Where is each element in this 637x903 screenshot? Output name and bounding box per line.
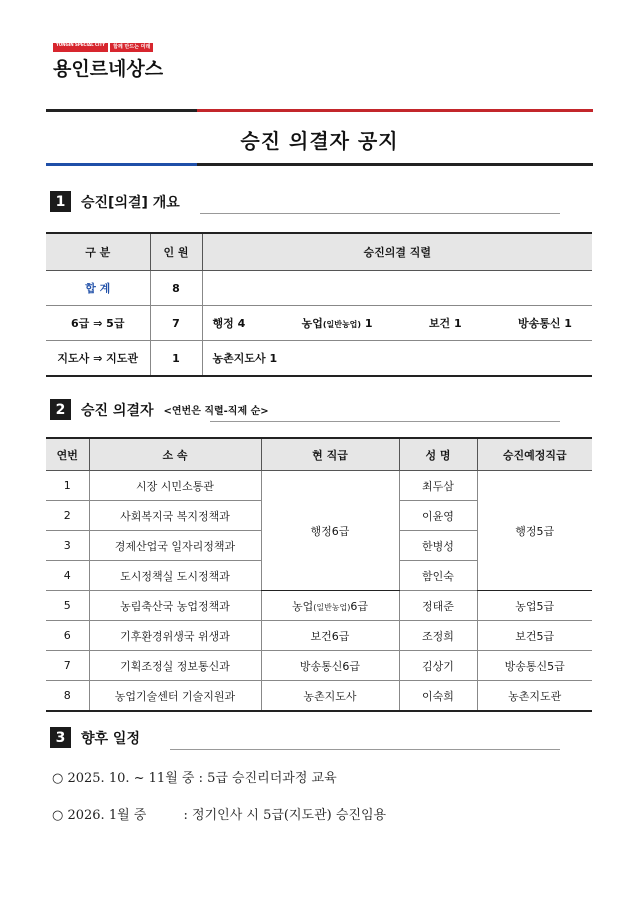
row-no: 7 bbox=[46, 651, 89, 681]
row-no: 2 bbox=[46, 501, 89, 531]
section1-heading bbox=[50, 191, 180, 212]
row-dept: 시장 시민소통관 bbox=[89, 471, 261, 501]
overview-total-label: 합 계 bbox=[46, 271, 150, 306]
promotees-table bbox=[46, 437, 592, 712]
row-target: 농촌지도관 bbox=[477, 681, 592, 712]
section3-title: 향후 일정 bbox=[81, 730, 140, 747]
overview-row-advisor bbox=[46, 341, 592, 377]
row-target: 농업5급 bbox=[477, 591, 592, 621]
row-current: 농촌지도사 bbox=[261, 681, 399, 712]
row-name: 이숙희 bbox=[399, 681, 477, 712]
row-dept: 기후환경위생국 위생과 bbox=[89, 621, 261, 651]
row-name: 조정희 bbox=[399, 621, 477, 651]
row-no: 5 bbox=[46, 591, 89, 621]
row-dept: 기획조정실 정보통신과 bbox=[89, 651, 261, 681]
section2-title: 승진 의결자 bbox=[81, 402, 154, 419]
section1-underline bbox=[200, 213, 560, 214]
overview-advisor-count: 1 bbox=[150, 341, 202, 377]
row-no: 4 bbox=[46, 561, 89, 591]
logo-name: 용인르네상스 bbox=[53, 58, 164, 80]
overview-advisor-positions bbox=[202, 341, 592, 377]
overview-header-count: 인 원 bbox=[150, 233, 202, 271]
row-no: 6 bbox=[46, 621, 89, 651]
row-dept: 농업기술센터 기술지원과 bbox=[89, 681, 261, 712]
section3-heading bbox=[50, 727, 140, 748]
position-admin: 행정 4 bbox=[212, 317, 246, 330]
row-target: 방송통신5급 bbox=[477, 651, 592, 681]
header-name: 성 명 bbox=[399, 438, 477, 471]
title-bottom-rule-blue bbox=[46, 163, 197, 166]
header-dept: 소 속 bbox=[89, 438, 261, 471]
schedule-item-2: ○ 2026. 1월 중 : 정기인사 시 5급(지도관) 승진임용 bbox=[52, 808, 387, 823]
overview-row-total bbox=[46, 271, 592, 306]
row-target-merged: 행정5급 bbox=[477, 471, 592, 591]
overview-header-row bbox=[46, 233, 592, 271]
overview-advisor-label: 지도사 ⇒ 지도관 bbox=[46, 341, 150, 377]
logo-tag-left: YONGIN SPECIAL CITY bbox=[53, 43, 108, 52]
table-row bbox=[46, 621, 592, 651]
logo-tag-right: 함께 만드는 미래 bbox=[110, 43, 153, 52]
overview-total-positions bbox=[202, 271, 592, 306]
title-top-rule-red bbox=[197, 109, 593, 112]
table-row bbox=[46, 681, 592, 712]
row-name: 이윤영 bbox=[399, 501, 477, 531]
section1-title: 승진[의결] 개요 bbox=[81, 194, 180, 211]
header-target: 승진예정직급 bbox=[477, 438, 592, 471]
section2-underline bbox=[210, 421, 560, 422]
row-name: 함인숙 bbox=[399, 561, 477, 591]
row-current: 농업(일반농업)6급 bbox=[261, 591, 399, 621]
table-row bbox=[46, 591, 592, 621]
row-current-merged: 행정6급 bbox=[261, 471, 399, 591]
row-dept: 도시정책실 도시정책과 bbox=[89, 561, 261, 591]
overview-table bbox=[46, 232, 592, 377]
overview-grade6-label: 6급 ⇒ 5급 bbox=[46, 306, 150, 341]
row-current: 보건6급 bbox=[261, 621, 399, 651]
row-no: 1 bbox=[46, 471, 89, 501]
section3-underline bbox=[170, 749, 560, 750]
row-name: 최두삼 bbox=[399, 471, 477, 501]
row-current: 방송통신6급 bbox=[261, 651, 399, 681]
title-bottom-rule bbox=[46, 163, 593, 166]
section1-number: 1 bbox=[50, 191, 71, 212]
title-top-rule bbox=[46, 109, 593, 112]
position-rural-advisor: 농촌지도사 1 bbox=[212, 352, 278, 365]
position-broadcast: 방송통신 1 bbox=[517, 317, 572, 330]
overview-grade6-positions bbox=[202, 306, 592, 341]
row-no: 8 bbox=[46, 681, 89, 712]
row-name: 정태준 bbox=[399, 591, 477, 621]
row-name: 김상기 bbox=[399, 651, 477, 681]
page-title: 승진 의결자 공지 bbox=[240, 129, 399, 153]
promotees-header-row bbox=[46, 438, 592, 471]
overview-header-category: 구 분 bbox=[46, 233, 150, 271]
row-dept: 농림축산국 농업정책과 bbox=[89, 591, 261, 621]
position-health: 보건 1 bbox=[428, 317, 462, 330]
row-no: 3 bbox=[46, 531, 89, 561]
logo-tagline bbox=[53, 43, 163, 52]
section2-number: 2 bbox=[50, 399, 71, 420]
header-current: 현 직급 bbox=[261, 438, 399, 471]
table-row bbox=[46, 471, 592, 501]
logo bbox=[53, 43, 163, 81]
section3-number: 3 bbox=[50, 727, 71, 748]
row-name: 한병성 bbox=[399, 531, 477, 561]
overview-header-positions: 승진의결 직렬 bbox=[202, 233, 592, 271]
overview-grade6-count: 7 bbox=[150, 306, 202, 341]
row-dept: 경제산업국 일자리정책과 bbox=[89, 531, 261, 561]
position-agri: 농업(일반농업) 1 bbox=[301, 317, 373, 330]
section2-heading bbox=[50, 399, 269, 420]
schedule-item-1: ○ 2025. 10. ~ 11월 중 : 5급 승진리더과정 교육 bbox=[52, 771, 337, 786]
table-row bbox=[46, 651, 592, 681]
row-target: 보건5급 bbox=[477, 621, 592, 651]
section2-subtitle: <연번은 직렬-직제 순> bbox=[163, 406, 269, 417]
header-no: 연번 bbox=[46, 438, 89, 471]
overview-total-count: 8 bbox=[150, 271, 202, 306]
overview-row-grade6 bbox=[46, 306, 592, 341]
row-dept: 사회복지국 복지정책과 bbox=[89, 501, 261, 531]
